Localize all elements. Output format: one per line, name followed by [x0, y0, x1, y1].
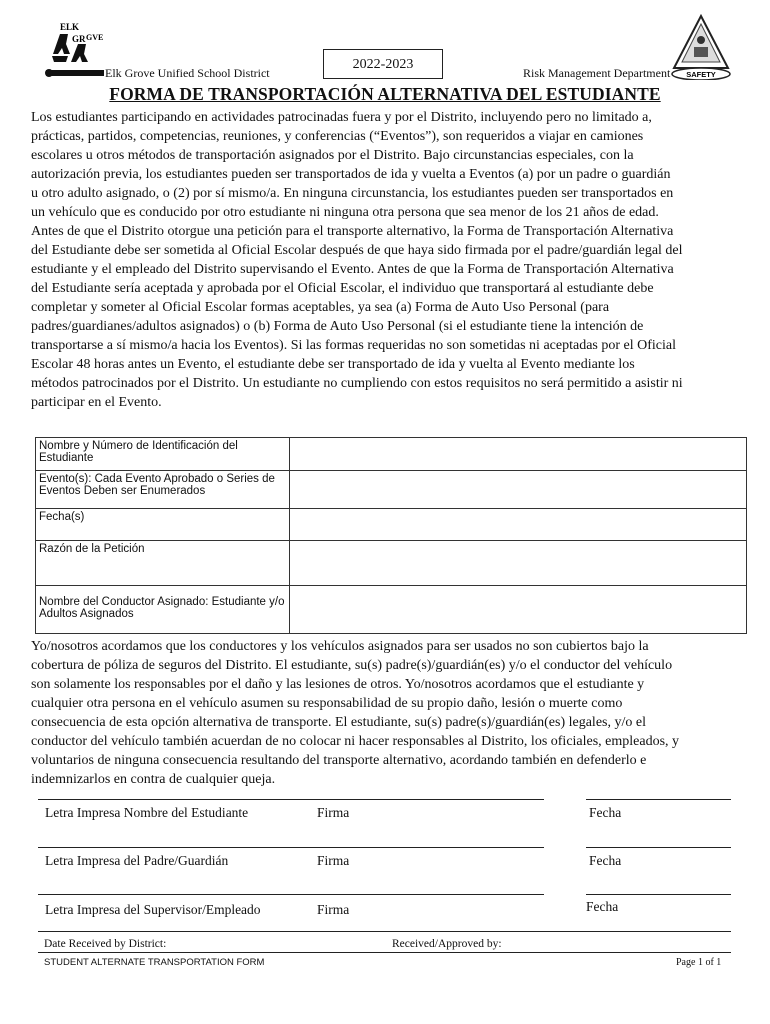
divider [38, 931, 731, 932]
supervisor-date-line[interactable] [586, 894, 731, 895]
driver-field[interactable] [290, 586, 747, 634]
supervisor-signature-line[interactable] [38, 894, 544, 895]
student-signature-line[interactable] [38, 799, 544, 800]
parent-sign-label: Firma [317, 853, 350, 868]
request-details-table [35, 437, 747, 634]
intro-line: completar y someter al Oficial Escolar formas aceptables, ya sea (a) Forma de Auto Uso Personal (para [31, 300, 610, 315]
agreement-line: cualquier otra persona en el vehículo asumen su responsabilidad de su propio daño, lesión o muerte como [31, 696, 623, 711]
student-date-label: Fecha [589, 805, 622, 820]
student-sign-label: Firma [317, 805, 350, 820]
supervisor-sign-label: Firma [317, 902, 350, 917]
supervisor-date-label: Fecha [586, 899, 619, 914]
department-name: Risk Management Department [523, 66, 671, 80]
parent-date-label: Fecha [589, 853, 622, 868]
received-approved-label: Received/Approved by: [392, 938, 502, 950]
form-title: FORMA DE TRANSPORTACIÓN ALTERNATIVA DEL ESTUDIANTE [109, 84, 661, 104]
dates-label: Fecha(s) [36, 509, 290, 541]
intro-line: transportarse a sí mismo/a hacia los Eventos). Si las formas requeridas no son sometidas ni aceptadas por el Oficial [31, 338, 676, 353]
district-name: Elk Grove Unified School District [105, 66, 270, 80]
reason-field[interactable] [290, 541, 747, 586]
received-line[interactable] [38, 952, 731, 953]
supervisor-name-label: Letra Impresa del Supervisor/Empleado [45, 902, 261, 917]
date-received-label: Date Received by District: [44, 938, 167, 950]
intro-line: Antes de que el Distrito otorgue una petición para el transporte alternativo, la Forma de Transportación Alternativa [31, 224, 674, 239]
intro-line: del Estudiante debe ser sometida al Oficial Escolar después de que haya sido firmada por el padre/guardián legal del [31, 243, 683, 258]
agreement-line: conductor del vehículo también acuerdan de no colocar ni hacer responsables al Distrito, los oficiales, empleados, y [31, 734, 680, 749]
school-year-box: 2022-2023 [323, 49, 443, 79]
intro-line: un vehículo que es conducido por otro estudiante ni ninguna otra persona que sea menor de los 21 años de edad. [31, 205, 659, 220]
agreement-line: son solamente los responsables por el daño y las lesiones de otros. Yo/nosotros acordamos que el estudiante y [31, 677, 645, 692]
events-field[interactable] [290, 471, 747, 509]
intro-line: Los estudiantes participando en actividades patrocinadas fuera y por el Distrito, incluyendo pero no limitado a, [31, 110, 652, 125]
agreement-line: indemnizarlos en contra de cualquier queja. [31, 772, 276, 787]
intro-line: estudiante y el empleado del Distrito supervisando el Evento. Antes de que la Forma de Transportación Alternativa [31, 262, 674, 277]
intro-paragraph [31, 108, 746, 412]
parent-signature-line[interactable] [38, 847, 544, 848]
student-name-id-label: Nombre y Número de Identificación del Estudiante [36, 438, 290, 471]
agreement-line: voluntarios de ninguna consecuencia resultando del transporte alternativo, acordando también en defenderlo e [31, 753, 647, 768]
agreement-line: consecuencia de esta opción alternativa de transporte. El estudiante, su(s) padre(s)/guardián(es) legales, y/o el [31, 715, 646, 730]
parent-name-label: Letra Impresa del Padre/Guardián [45, 853, 229, 868]
intro-line: autorización previa, los estudiantes pueden ser transportados de ida y vuelta a Eventos (a) por un padre o guardián [31, 167, 671, 182]
intro-line: u otro adulto asignado, o (2) por sí mismo/a. En ninguna circunstancia, los estudiantes pueden ser transportados en [31, 186, 674, 201]
logo-text-gr: GR [72, 34, 86, 44]
reason-label: Razón de la Petición [36, 541, 290, 586]
parent-date-line[interactable] [586, 847, 731, 848]
logo-text-gve: GVE [86, 33, 104, 42]
safety-logo-text: SAFETY [686, 70, 716, 79]
intro-line: prácticas, partidos, competencias, reuniones, y conferencias (“Eventos”), son requeridos a viajar en camiones [31, 129, 644, 144]
egusd-logo [38, 20, 108, 80]
student-date-line[interactable] [586, 799, 731, 800]
table-row [36, 586, 747, 634]
table-row [36, 438, 747, 471]
student-name-label: Letra Impresa Nombre del Estudiante [45, 805, 249, 820]
student-name-id-field[interactable] [290, 438, 747, 471]
agreement-paragraph [31, 637, 746, 789]
driver-label: Nombre del Conductor Asignado: Estudiante y/o Adultos Asignados [36, 586, 290, 634]
table-row [36, 509, 747, 541]
intro-line: escolares u otros métodos de transportación asignados por el Distrito. Bajo circunstancias especiales, con la [31, 148, 634, 163]
footer-form-name: STUDENT ALTERNATE TRANSPORTATION FORM [44, 957, 265, 968]
table-row [36, 471, 747, 509]
page-number: Page 1 of 1 [676, 957, 722, 968]
safety-logo [670, 14, 732, 80]
agreement-line: cobertura de póliza de seguros del Distrito. El estudiante, su(s) padre(s)/guardián(es) y/o el conductor del vehículo [31, 658, 673, 673]
intro-line: del Estudiante sería aceptada y aprobada por el Oficial Escolar, el individuo que transportará al estudiante debe [31, 281, 654, 296]
dates-field[interactable] [290, 509, 747, 541]
intro-line: métodos patrocinados por el Distrito. Un estudiante no cumpliendo con estos requisitos no será permitido a asistir ni [31, 376, 683, 391]
intro-line: participar en el Evento. [31, 395, 162, 410]
events-label: Evento(s): Cada Evento Aprobado o Series de Eventos Deben ser Enumerados [36, 471, 290, 509]
table-row [36, 541, 747, 586]
agreement-line: Yo/nosotros acordamos que los conductores y los vehículos asignados para ser usados no son cubiertos bajo la [31, 639, 649, 654]
intro-line: padres/guardianes/adultos asignados) o (b) Forma de Auto Uso Personal (si el estudiante tiene la intención de [31, 319, 644, 334]
logo-text-elk: ELK [60, 22, 80, 32]
intro-line: Escolar 48 horas antes un Evento, el estudiante debe ser transportado de ida y vuelta al Evento mediante los [31, 357, 635, 372]
